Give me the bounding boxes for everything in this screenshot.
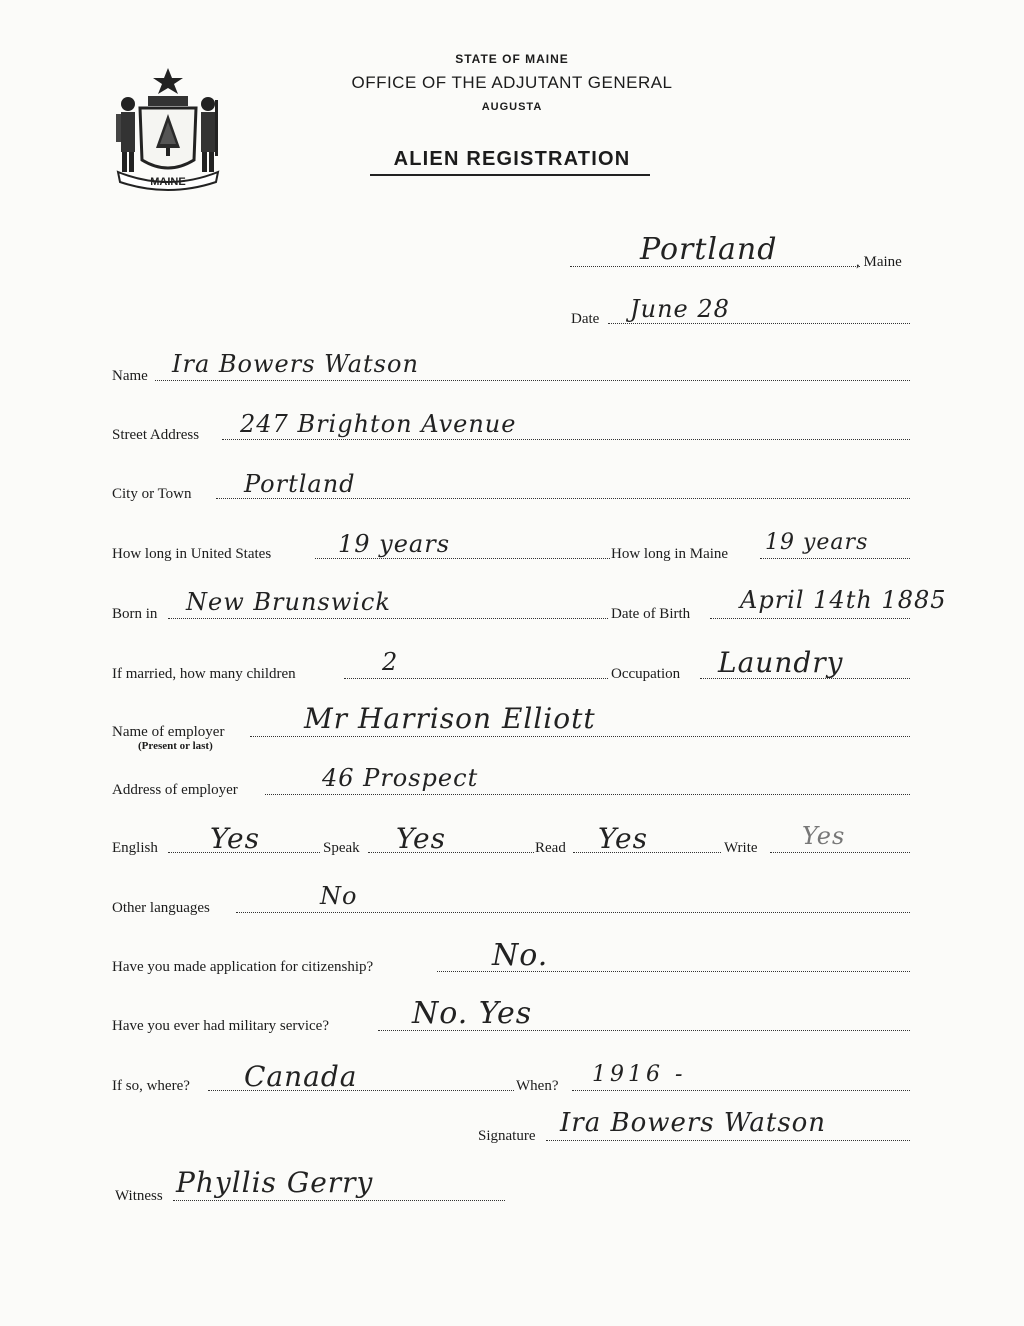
write-label: Write <box>724 840 758 856</box>
how-long-maine-line <box>760 558 910 559</box>
born-in-value: New Brunswick <box>186 588 391 616</box>
employer-address-label: Address of employer <box>112 782 238 798</box>
citizenship-value: No. <box>492 938 549 973</box>
occupation-label: Occupation <box>611 666 681 682</box>
where-label: If so, where? <box>112 1078 190 1094</box>
employer-address-line <box>265 794 910 795</box>
children-value: 2 <box>382 648 399 676</box>
witness-value: Phyllis Gerry <box>176 1166 374 1199</box>
date-label: Date <box>571 311 600 327</box>
employer-note: (Present or last) <box>138 740 213 752</box>
other-languages-label: Other languages <box>112 900 210 916</box>
signature-line <box>546 1140 910 1141</box>
city-label: City or Town <box>112 486 192 502</box>
street-line <box>222 439 910 440</box>
state-heading: STATE OF MAINE <box>455 52 569 66</box>
speak-label: Speak <box>323 840 360 856</box>
city-heading: AUGUSTA <box>481 101 543 113</box>
date-of-birth-value: April 14th 1885 <box>740 586 947 614</box>
date-of-birth-line <box>710 618 910 619</box>
other-languages-line <box>236 912 910 913</box>
citizenship-label: Have you made application for citizenship? <box>112 959 374 975</box>
witness-label: Witness <box>115 1188 163 1204</box>
military-label: Have you ever had military service? <box>112 1018 329 1034</box>
children-label: If married, how many children <box>112 666 296 682</box>
date-line <box>608 323 910 324</box>
office-heading: OFFICE OF THE ADJUTANT GENERAL <box>351 73 673 92</box>
read-label: Read <box>535 840 566 856</box>
children-line <box>344 678 608 679</box>
how-long-us-value: 19 years <box>338 530 451 558</box>
employer-address-value: 46 Prospect <box>322 764 479 792</box>
signature-value: Ira Bowers Watson <box>560 1108 827 1138</box>
street-label: Street Address <box>112 427 200 443</box>
form-title: ALIEN REGISTRATION <box>393 148 631 170</box>
how-long-maine-value: 19 years <box>765 530 869 555</box>
write-value: Yes <box>802 822 846 850</box>
where-value: Canada <box>244 1060 358 1093</box>
occupation-value: Laundry <box>718 646 844 679</box>
how-long-us-label: How long in United States <box>112 546 272 562</box>
svg-text:MAINE: MAINE <box>150 176 186 188</box>
born-in-line <box>168 618 608 619</box>
speak-line <box>368 852 534 853</box>
speak-value: Yes <box>396 822 446 855</box>
maine-label: , Maine <box>856 254 902 270</box>
employer-value: Mr Harrison Elliott <box>304 702 596 735</box>
when-label: When? <box>516 1078 559 1094</box>
employer-line <box>250 736 910 737</box>
how-long-maine-label: How long in Maine <box>611 546 729 562</box>
write-line <box>770 852 910 853</box>
english-value: Yes <box>210 822 260 855</box>
name-line <box>155 380 910 381</box>
employer-label: Name of employer <box>112 724 225 740</box>
other-languages-value: No <box>320 882 358 910</box>
military-value: No. Yes <box>412 996 533 1031</box>
title-underline <box>370 174 650 176</box>
read-value: Yes <box>598 822 648 855</box>
when-line <box>572 1090 910 1091</box>
signature-label: Signature <box>478 1128 536 1144</box>
english-label: English <box>112 840 158 856</box>
date-of-birth-label: Date of Birth <box>611 606 691 622</box>
born-in-label: Born in <box>112 606 158 622</box>
street-value: 247 Brighton Avenue <box>240 410 517 438</box>
date-value: June 28 <box>630 295 730 323</box>
town-value: Portland <box>640 232 778 267</box>
name-label: Name <box>112 368 148 384</box>
how-long-us-line <box>315 558 610 559</box>
city-value: Portland <box>244 470 356 498</box>
name-value: Ira Bowers Watson <box>172 350 419 378</box>
witness-line <box>173 1200 505 1201</box>
city-line <box>216 498 910 499</box>
when-value: 1916 - <box>592 1062 687 1087</box>
